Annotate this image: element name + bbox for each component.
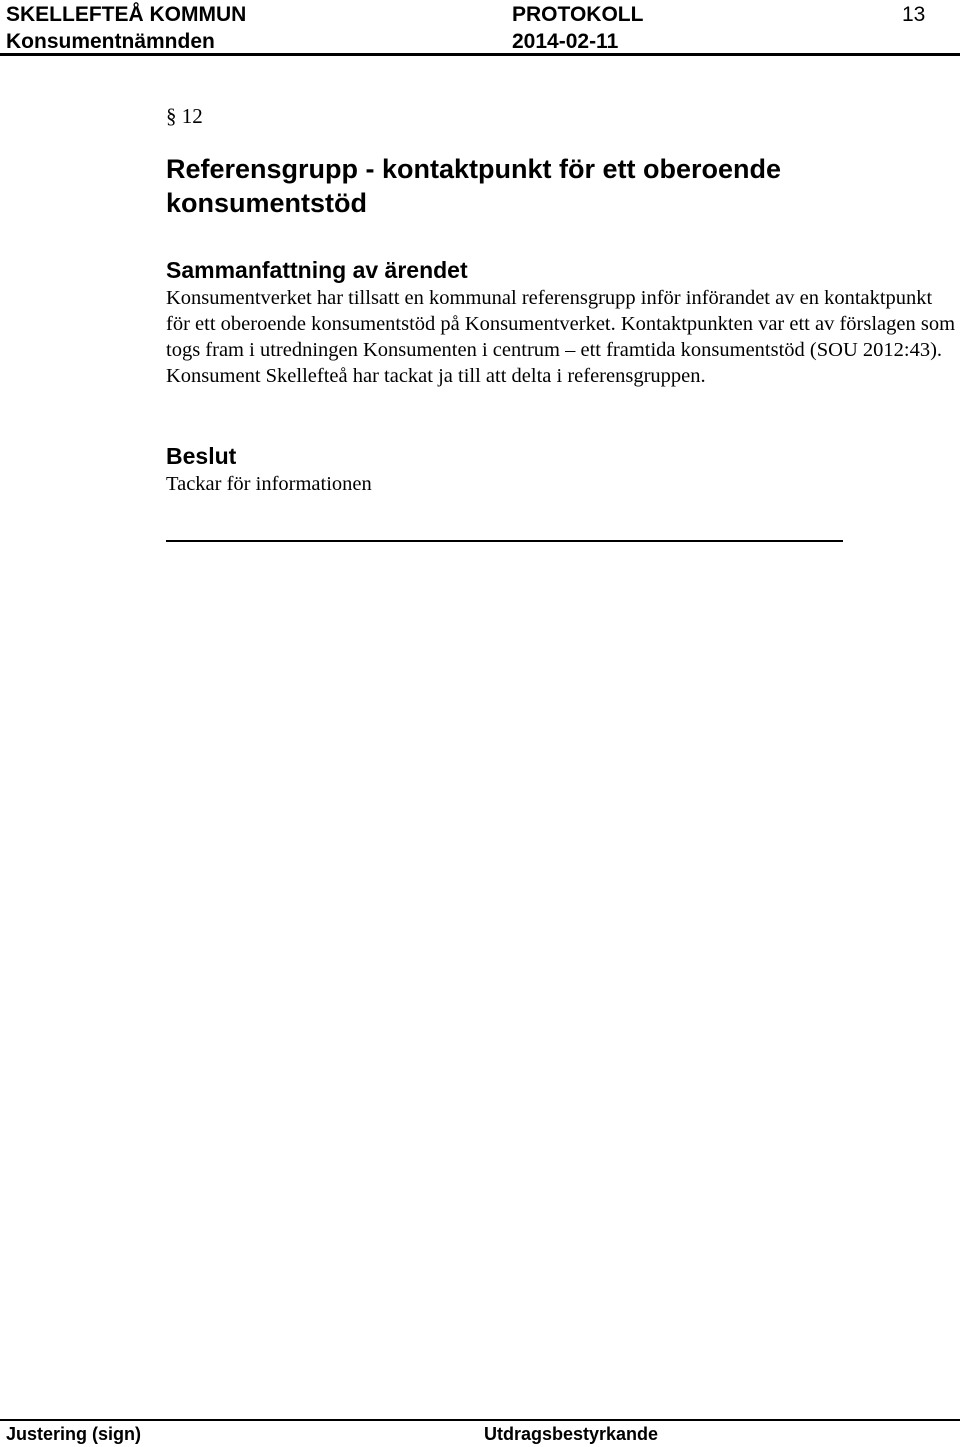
signature-label: Justering (sign): [6, 1424, 142, 1444]
section-title: Referensgrupp - kontaktpunkt för ett oberoende konsumentstöd: [166, 154, 782, 218]
meeting-date: 2014-02-11: [512, 30, 619, 53]
section-end-divider: [166, 540, 843, 542]
summary-heading: Sammanfattning av ärendet: [166, 257, 468, 283]
decision-heading: Beslut: [166, 443, 237, 469]
header-divider: [0, 53, 960, 56]
summary-text: Konsumentverket har tillsatt en kommunal referensgrupp inför införandet av en kontaktpunkt för ett oberoende konsumentstöd på Konsumentverket. Kontaktpunkten var ett av förslagen som togs fram i utredningen Konsumenten i centrum – ett framtida konsumentstöd (SOU 2012:43). Konsument Skellefteå har tackat ja till att delta i referensgruppen.: [166, 287, 956, 387]
section-number: § 12: [166, 104, 203, 128]
decision-text: Tackar för informationen: [166, 473, 372, 495]
page-number: 13: [902, 3, 926, 26]
document-type: PROTOKOLL: [512, 3, 644, 26]
footer-divider: [0, 1419, 960, 1421]
department-name: Konsumentnämnden: [6, 30, 215, 53]
certification-label: Utdragsbestyrkande: [484, 1424, 659, 1444]
organization-name: SKELLEFTEÅ KOMMUN: [6, 3, 247, 26]
